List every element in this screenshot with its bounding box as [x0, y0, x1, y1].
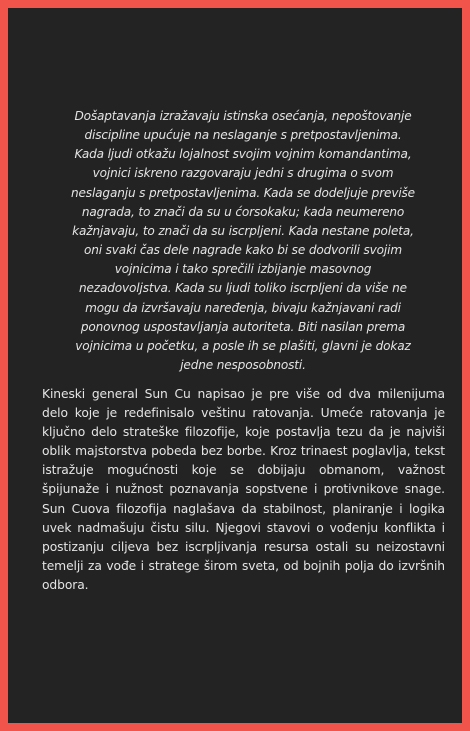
- book-description: Kineski general Sun Cu napisao je pre više od dva milenijuma delo koje je redefinisalo veštinu ratovanja. Umeće ratovanja je ključno delo strateške filozofije, koje postavlja tezu da je najviši oblik majstorstva pobeda bez borbe. Kroz trinaest poglavlja, tekst istražuje mogućnosti koje se dobijaju obmanom, važnost špijunaže i nužnost poznavanja sopstvene i protivnikove snage. Sun Cuova filozofija naglašava da stabilnost, planiranje i logika uvek nadmašuju čistu silu. Njegovi stavovi o vođenju konflikta i postizanju ciljeva bez iscrpljivanja resursa ostali su neizostavni temelji za vođe i stratege širom sveta, od bojnih polja do izvršnih odbora.: [42, 387, 445, 592]
- back-cover-panel: [8, 8, 462, 723]
- cover-quote: Došaptavanja izražavaju istinska osećanja, nepoštovanje discipline upućuje na neslaganje s pretpostavljenima. Kada ljudi otkažu lojalnost svojim vojnim komandantima, vojnici iskreno razgovaraju jedni s drugima o svom neslaganju s pretpostavljenima. Kada se dodeljuje previše nagrada, to znači da su u ćorsokaku; kada neumereno kažnjavaju, to znači da su iscrpljeni. Kada nestane poleta, oni svaki čas dele nagrade kako bi se dodvorili svojim vojnicima i tako sprečili izbijanje masovnog nezadovoljstva. Kada su ljudi toliko iscrpljeni da više ne mogu da izvršavaju naređenja, bivaju kažnjavani radi ponovnog uspostavljanja autoriteta. Biti nasilan prema vojnicima u početku, a posle ih se plašiti, glavni je dokaz jedne nesposobnosti.: [71, 109, 415, 373]
